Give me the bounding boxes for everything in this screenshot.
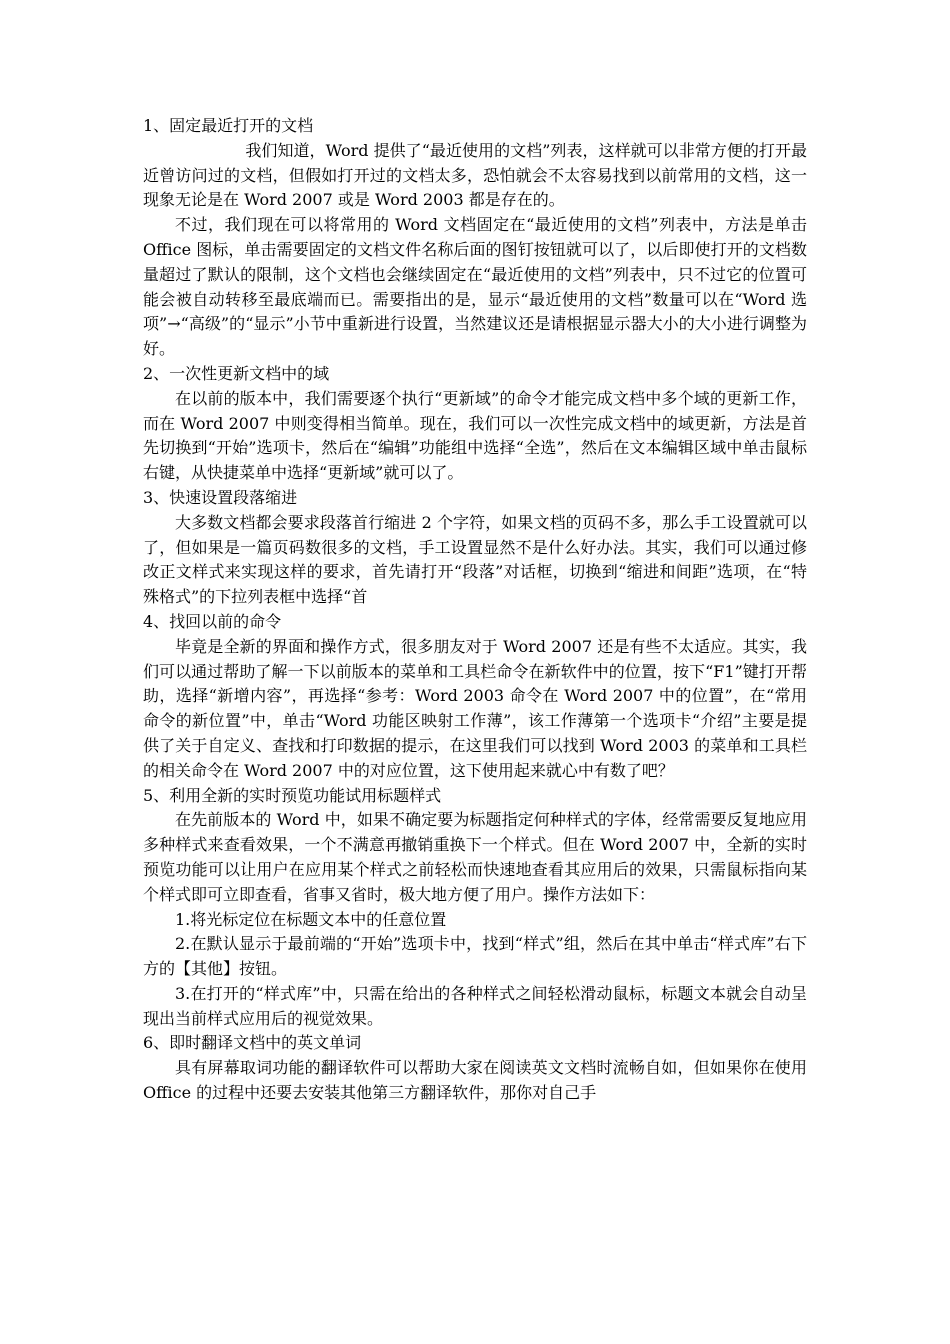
paragraph: 不过，我们现在可以将常用的 Word 文档固定在“最近使用的文档”列表中，方法是单击 Office 图标，单击需要固定的文档文件名称后面的图钉按钮就可以了，以后即使打开的文档数量超过了默认的限制，这个文档也会继续固定在“最近使用的文档”列表中，只不过它的位置可能会被自动转移至最底端而已。需要指出的是，显示“最近使用的文档”数量可以在“Word 选项”→“高级”的“显示”小节中重新进行设置，当然建议还是请根据显示器大小的大小进行调整为好。 <box>143 215 807 359</box>
list-step: 3.在打开的“样式库”中，只需在给出的各种样式之间轻松滑动鼠标，标题文本就会自动呈现出当前样式应用后的视觉效果。 <box>143 983 807 1028</box>
paragraph: 毕竟是全新的界面和操作方式，很多朋友对于 Word 2007 还是有些不太适应。其实，我们可以通过帮助了解一下以前版本的菜单和工具栏命令在新软件中的位置，按下“F1”键打开帮助，选择“新增内容”，再选择“参考：Word 2003 命令在 Word 2007 中的位置”，在“常用命令的新位置”中，单击“Word 功能区映射工作薄”，该工作薄第一个选项卡“介绍”主要是提供了关于自定义、查找和打印数据的提示，在这里我们可以找到 Word 2003 的菜单和工具栏的相关命令在 Word 2007 中的对应位置，这下使用起来就心中有数了吧？ <box>143 636 807 780</box>
paragraph: 具有屏幕取词功能的翻译软件可以帮助大家在阅读英文文档时流畅自如，但如果你在使用 Office 的过程中还要去安装其他第三方翻译软件，那你对自己手 <box>143 1058 807 1103</box>
section-heading-5: 5、利用全新的实时预览功能试用标题样式 <box>143 785 442 805</box>
section-heading-3: 3、快速设置段落缩进 <box>143 487 298 507</box>
list-step: 1.将光标定位在标题文本中的任意位置 <box>175 909 447 929</box>
paragraph: 大多数文档都会要求段落首行缩进 2 个字符，如果文档的页码不多，那么手工设置就可以了，但如果是一篇页码数很多的文档，手工设置显然不是什么好办法。其实，我们可以通过修改正文样式来实现这样的要求，首先请打开“段落”对话框，切换到“缩进和间距”选项，在“特殊格式”的下拉列表框中选择“首 <box>143 512 807 607</box>
section-heading-1: 1、固定最近打开的文档 <box>143 116 314 135</box>
section-heading-2: 2、一次性更新文档中的域 <box>143 363 330 383</box>
paragraph: 在以前的版本中，我们需要逐个执行“更新域”的命令才能完成文档中多个域的更新工作，而在 Word 2007 中则变得相当简单。现在，我们可以一次性完成文档中的域更新，方法是首先切换到“开始”选项卡，然后在“编辑”功能组中选择“全选”，然后在文本编辑区域中单击鼠标右键，从快捷菜单中选择“更新域”就可以了。 <box>143 388 807 483</box>
document-body <box>143 114 807 1106</box>
paragraph: 我们知道，Word 提供了“最近使用的文档”列表，这样就可以非常方便的打开最近曾访问过的文档，但假如打开过的文档太多，恐怕就会不太容易找到以前常用的文档，这一现象无论是在 Word 2007 或是 Word 2003 都是存在的。 <box>143 140 807 210</box>
paragraph: 在先前版本的 Word 中，如果不确定要为标题指定何种样式的字体，经常需要反复地应用多种样式来查看效果，一个不满意再撤销重换下一个样式。但在 Word 2007 中，全新的实时预览功能可以让用户在应用某个样式之前轻松而快速地查看其应用后的效果，只需鼠标指向某个样式即可立即查看，省事又省时，极大地方便了用户。操作方法如下： <box>143 810 807 904</box>
section-heading-6: 6、即时翻译文档中的英文单词 <box>143 1033 362 1053</box>
clipped-paragraph-wrapper <box>143 511 807 610</box>
section-heading-4: 4、找回以前的命令 <box>143 611 282 631</box>
list-step: 2.在默认显示于最前端的“开始”选项卡中，找到“样式”组，然后在其中单击“样式库”右下方的【其他】按钮。 <box>143 934 807 979</box>
